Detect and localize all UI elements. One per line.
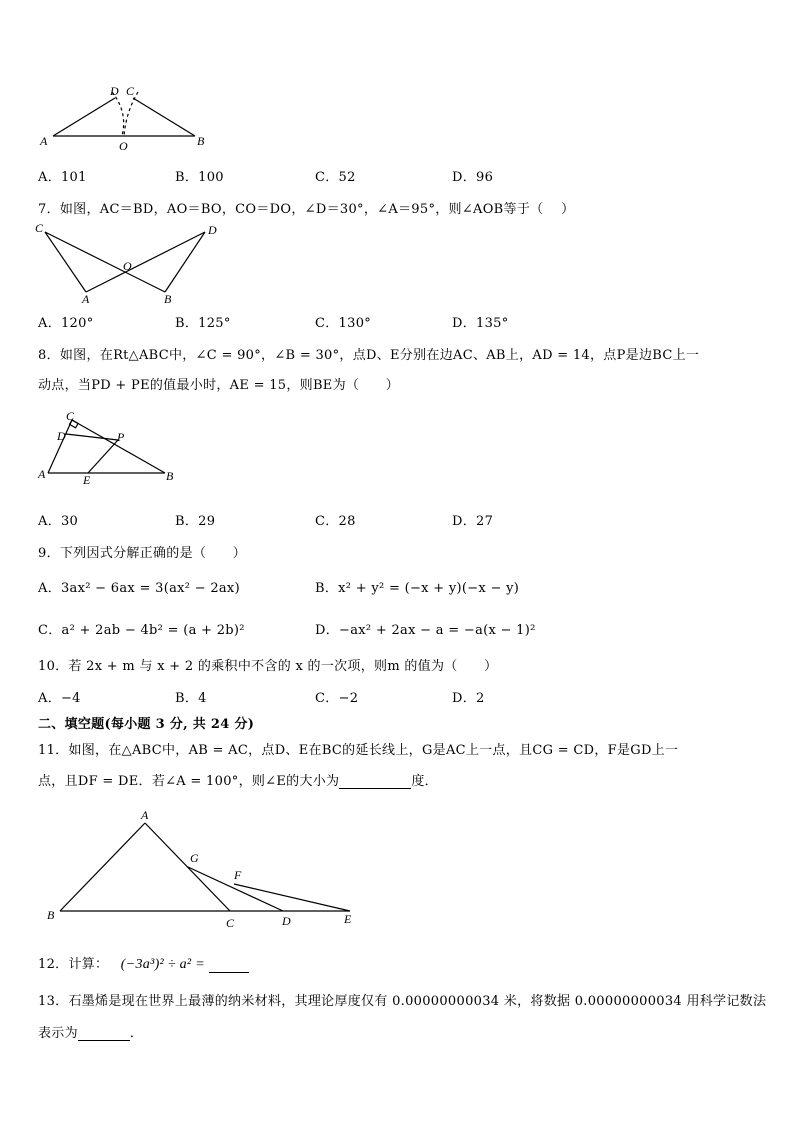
q11-label-G: G [190,851,199,865]
q8-stem-line1: 8．如图，在Rt△ABC中，∠C = 90°，∠B = 30°，点D、E分别在边AC、AB上，AD = 14，点P是边BC上一 [38,348,700,363]
q11-label-D: D [282,914,291,928]
q12-label: 12．计算： [38,957,109,972]
q6-label-A: A [40,134,48,148]
q9-stem: 9．下列因式分解正确的是（ ） [38,546,247,561]
q7-option-a: A．120° [38,316,94,331]
q8-option-c: C．28 [315,514,356,529]
q8-label-C: C [66,409,75,423]
q8-option-d: D．27 [452,514,494,529]
q10-option-c: C．−2 [315,691,359,706]
q6-label-B: B [197,134,205,148]
q7-stem: 7．如图，AC＝BD，AO＝BO，CO＝DO，∠D＝30°，∠A＝95°，则∠AOB等于（ ） [38,202,575,217]
q11-unit: 度． [411,774,438,789]
q8-stem-line2: 动点，当PD + PE的值最小时，AE = 15，则BE为（ ） [38,378,400,393]
q6-label-O: O [119,139,128,153]
q9-option-b: B．x² + y² = (−x + y)(−x − y) [315,581,520,596]
q7-label-C: C [35,221,44,235]
q11-label-B: B [47,908,55,922]
q9-option-d: D．−ax² + 2ax − a = −a(x − 1)² [315,623,536,638]
q10-stem: 10．若 2x + m 与 x + 2 的乘积中不含的 x 的一次项，则m 的值为（ ） [38,659,498,674]
q10-option-d: D．2 [452,691,485,706]
q13-line2 [38,1022,143,1041]
q8-option-b: B．29 [175,514,216,529]
q6-option-c: C．52 [315,170,356,185]
q7-label-D: D [208,223,217,237]
q8-label-E: E [83,473,91,487]
q7-option-d: D．135° [452,316,509,331]
q6-option-b: B．100 [175,170,224,185]
q13-line2-end: ． [129,1026,144,1041]
q13-answer-blank[interactable] [78,1026,130,1041]
q8-option-a: A．30 [38,514,79,529]
q7-label-A: A [82,292,90,306]
q8-label-B: B [166,469,174,483]
q13-line1: 13．石墨烯是现在世界上最薄的纳米材料，其理论厚度仅有 0.00000000034 米，将数据 0.00000000034 用科学记数法 [38,994,767,1009]
q11-stem-line2-text: 点，且DF = DE．若∠A = 100°，则∠E的大小为 [38,774,340,789]
q7-label-B: B [164,292,172,306]
q11-label-F: F [234,868,242,882]
q12-answer-blank[interactable] [209,958,249,973]
q11-geometry [60,823,350,911]
q6-option-d: D．96 [452,170,494,185]
q7-option-b: B．125° [175,316,231,331]
q7-option-c: C．130° [315,316,372,331]
q11-stem-line1: 11．如图，在△ABC中，AB = AC，点D、E在BC的延长线上，G是AC上一点，且CG = CD，F是GD上一 [38,743,679,758]
q9-option-c: C．a² + 2ab − 4b² = (a + 2b)² [38,623,245,638]
q10-option-b: B．4 [175,691,207,706]
q7-label-O: O [123,259,132,273]
q8-label-A: A [38,467,46,481]
section-title: 二、填空题(每小题 3 分, 共 24 分) [38,717,255,732]
q8-label-D: D [57,429,66,443]
q12-line [38,953,249,973]
q6-label-D: D [110,84,119,98]
q10-option-a: A．−4 [38,691,81,706]
q6-label-C: C [126,84,135,98]
q11-label-E: E [344,912,352,926]
q9-option-a: A．3ax² − 6ax = 3(ax² − 2ax) [38,581,240,596]
q13-line2-text: 表示为 [38,1026,78,1041]
q11-label-A: A [141,808,149,822]
q8-label-P: P [117,430,125,444]
q11-label-C: C [226,916,235,930]
q6-option-a: A．101 [38,170,87,185]
q12-expression: (−3a³)² ÷ a² = [120,957,205,972]
